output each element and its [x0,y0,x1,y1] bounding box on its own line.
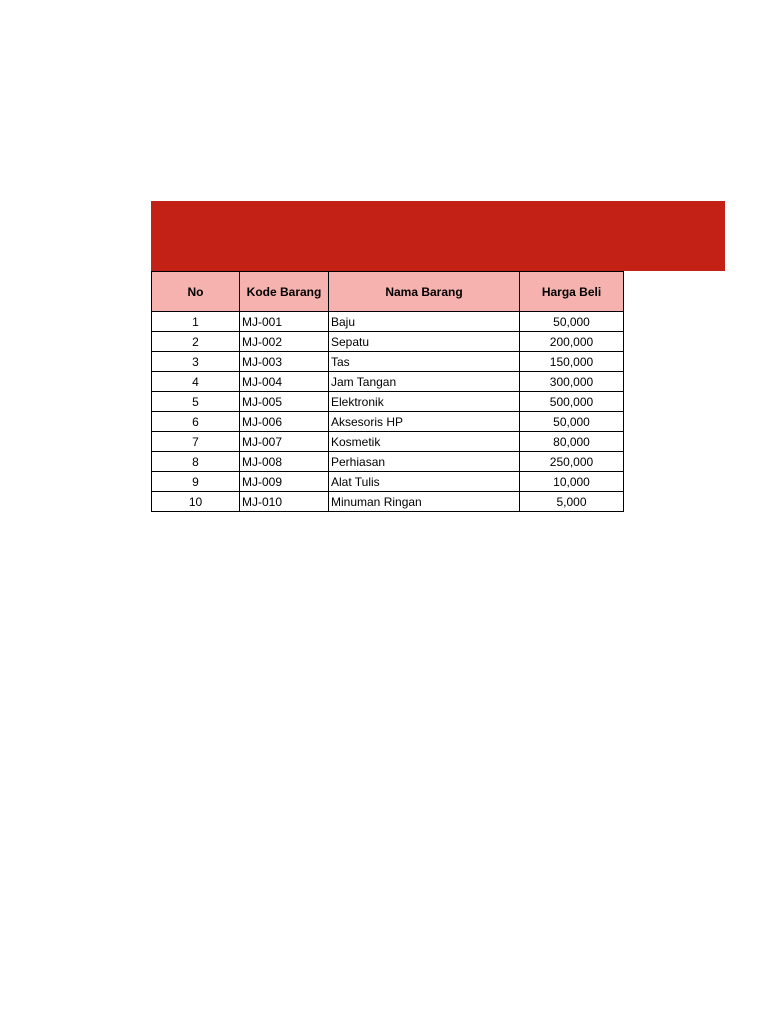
cell-no[interactable]: 2 [152,332,240,352]
cell-harga[interactable]: 50,000 [520,412,624,432]
cell-no[interactable]: 10 [152,492,240,512]
table-row [152,452,624,472]
cell-no[interactable]: 8 [152,452,240,472]
cell-no[interactable]: 1 [152,312,240,332]
cell-nama[interactable]: Tas [329,352,520,372]
cell-nama[interactable]: Alat Tulis [329,472,520,492]
table-row [152,372,624,392]
cell-kode[interactable]: MJ-007 [240,432,329,452]
header-row [152,272,624,312]
cell-harga[interactable]: 150,000 [520,352,624,372]
cell-harga[interactable]: 200,000 [520,332,624,352]
cell-kode[interactable]: MJ-005 [240,392,329,412]
table-row [152,412,624,432]
header-no[interactable]: No [152,272,240,312]
cell-nama[interactable]: Sepatu [329,332,520,352]
cell-no[interactable]: 4 [152,372,240,392]
header-nama-barang[interactable]: Nama Barang [329,272,520,312]
cell-no[interactable]: 7 [152,432,240,452]
cell-no[interactable]: 3 [152,352,240,372]
cell-nama[interactable]: Minuman Ringan [329,492,520,512]
cell-nama[interactable]: Jam Tangan [329,372,520,392]
cell-kode[interactable]: MJ-010 [240,492,329,512]
cell-kode[interactable]: MJ-003 [240,352,329,372]
table-row [152,432,624,452]
cell-harga[interactable]: 250,000 [520,452,624,472]
cell-nama[interactable]: Baju [329,312,520,332]
cell-harga[interactable]: 10,000 [520,472,624,492]
cell-nama[interactable]: Elektronik [329,392,520,412]
cell-no[interactable]: 9 [152,472,240,492]
cell-harga[interactable]: 80,000 [520,432,624,452]
cell-kode[interactable]: MJ-009 [240,472,329,492]
table-row [152,312,624,332]
table-body [152,312,624,512]
cell-no[interactable]: 5 [152,392,240,412]
table-row [152,332,624,352]
cell-kode[interactable]: MJ-001 [240,312,329,332]
cell-nama[interactable]: Perhiasan [329,452,520,472]
cell-harga[interactable]: 50,000 [520,312,624,332]
table-row [152,472,624,492]
table-row [152,492,624,512]
data-table [151,271,624,512]
cell-no[interactable]: 6 [152,412,240,432]
cell-nama[interactable]: Aksesoris HP [329,412,520,432]
cell-kode[interactable]: MJ-002 [240,332,329,352]
cell-harga[interactable]: 5,000 [520,492,624,512]
header-harga-beli[interactable]: Harga Beli [520,272,624,312]
cell-nama[interactable]: Kosmetik [329,432,520,452]
cell-kode[interactable]: MJ-006 [240,412,329,432]
cell-harga[interactable]: 500,000 [520,392,624,412]
table-row [152,352,624,372]
title-banner [151,201,725,271]
cell-kode[interactable]: MJ-008 [240,452,329,472]
cell-harga[interactable]: 300,000 [520,372,624,392]
header-kode-barang[interactable]: Kode Barang [240,272,329,312]
cell-kode[interactable]: MJ-004 [240,372,329,392]
table-row [152,392,624,412]
